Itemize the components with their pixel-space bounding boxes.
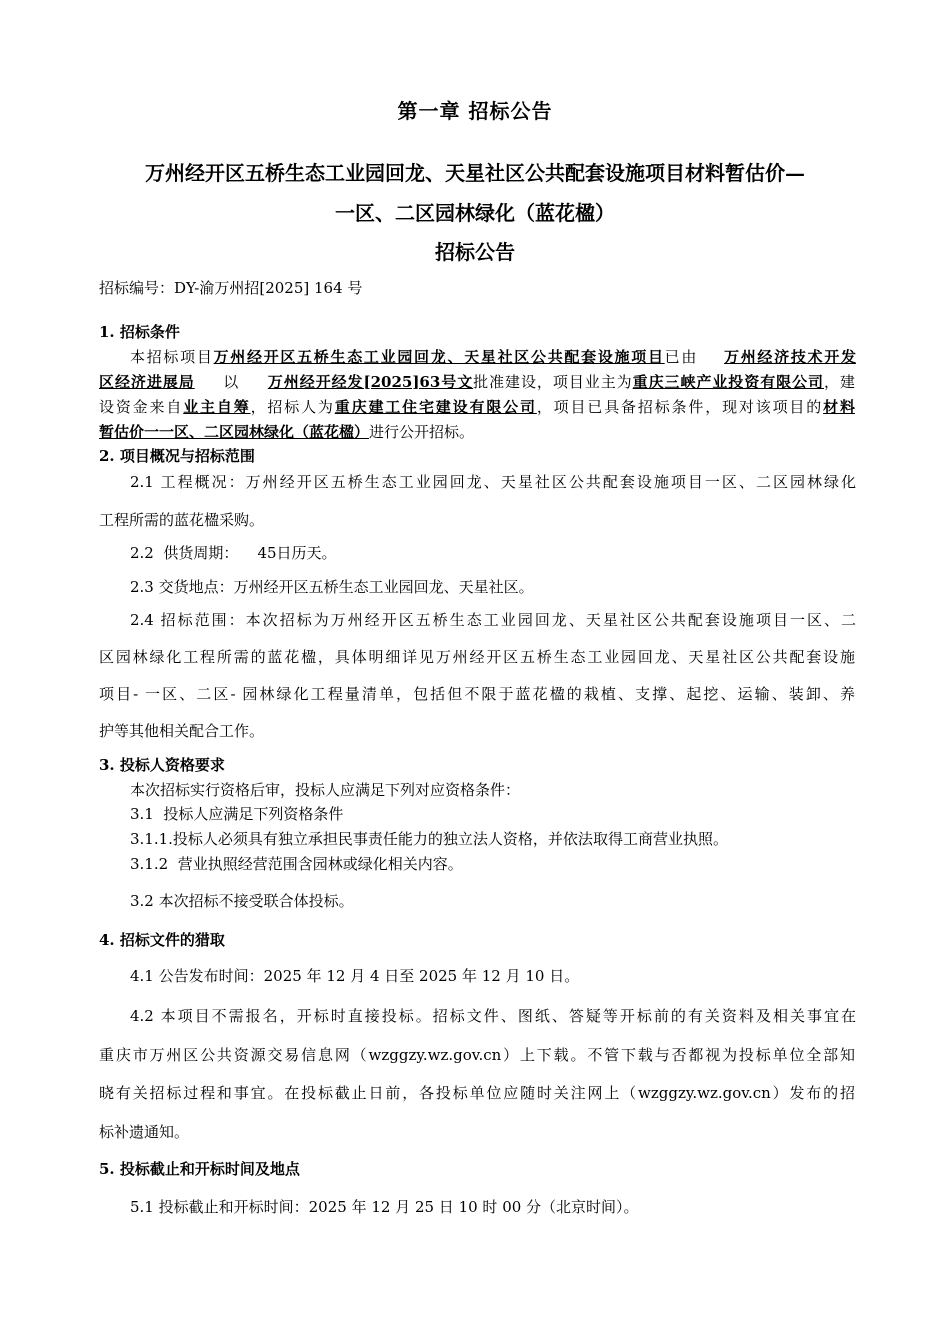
project-title-line3: 招标公告	[435, 240, 515, 264]
section-3-1: 3.1 投标人应满足下列资格条件	[130, 805, 344, 823]
section-1-line-3	[99, 397, 855, 417]
section-2-heading: 2. 项目概况与招标范围	[99, 447, 255, 465]
approval-document: 万州经开经发[2025]63号文	[267, 373, 474, 391]
section-4-heading: 4. 招标文件的猎取	[99, 931, 225, 949]
section-2-1-line-2: 工程所需的蓝花楹采购。	[99, 511, 265, 529]
text: 本招标项目	[130, 348, 214, 366]
tender-number: 招标编号：DY-渝万州招[2025] 164 号	[99, 279, 363, 297]
section-2-1-line-1: 2.1 工程概况：万州经开区五桥生态工业园回龙、天星社区公共配套设施项目一区、二区园林绿化	[130, 473, 856, 491]
section-1-line-1	[130, 347, 856, 367]
project-title-line1: 万州经开区五桥生态工业园回龙、天星社区公共配套设施项目材料暂估价—	[145, 161, 805, 185]
section-4-2-line-4: 标补遗通知。	[99, 1123, 190, 1141]
section-1-heading: 1. 招标条件	[99, 323, 180, 341]
text: ，招标人为	[250, 398, 335, 416]
section-2-2: 2.2 供货周期： 45日历天。	[130, 544, 337, 562]
funding-source: 业主自筹	[183, 398, 251, 416]
section-1-line-4	[99, 422, 474, 442]
section-3-1-1: 3.1.1.投标人必须具有独立承担民事责任能力的独立法人资格，并依法取得工商营业执照。	[130, 830, 728, 848]
text: ，建	[824, 373, 855, 391]
text: ，项目已具备招标条件，现对该项目的	[536, 398, 824, 416]
section-2-4-line-2: 区园林绿化工程所需的蓝花楹，具体明细详见万州经开区五桥生态工业园回龙、天星社区公共配套设施	[99, 648, 855, 666]
tender-subject-cont: 暂估价一一区、二区园林绿化（蓝花楹）	[99, 423, 370, 441]
section-1-line-2	[99, 372, 855, 392]
text: 以	[223, 373, 240, 391]
approval-authority: 万州经济技术开发	[724, 348, 856, 366]
project-owner: 重庆三峡产业投资有限公司	[632, 373, 824, 391]
approval-authority-cont: 区经济进展局	[99, 373, 195, 391]
section-2-4-line-1: 2.4 招标范围：本次招标为万州经开区五桥生态工业园回龙、天星社区公共配套设施项目一区、二	[130, 611, 856, 629]
section-4-2-line-3: 晓有关招标过程和事宜。在投标截止日前，各投标单位应随时关注网上（wzggzy.wz.gov.cn）发布的招	[99, 1084, 855, 1102]
section-2-4-line-4: 护等其他相关配合工作。	[99, 722, 265, 740]
section-5-1: 5.1 投标截止和开标时间：2025 年 12 月 25 日 10 时 00 分（北京时间）。	[130, 1198, 639, 1216]
section-3-heading: 3. 投标人资格要求	[99, 756, 225, 774]
section-4-2-line-1: 4.2 本项目不需报名，开标时直接投标。招标文件、图纸、答疑等开标前的有关资料及相关事宜在	[130, 1007, 856, 1025]
section-4-2-line-2: 重庆市万州区公共资源交易信息网（wzggzy.wz.gov.cn）上下载。不管下载与否都视为投标单位全部知	[99, 1046, 855, 1064]
section-2-4-line-3: 项目- 一区、二区- 园林绿化工程量清单，包括但不限于蓝花楹的栽植、支撑、起挖、运输、装卸、养	[99, 685, 855, 703]
section-2-3: 2.3 交货地点：万州经开区五桥生态工业园回龙、天星社区。	[130, 578, 534, 596]
text: 进行公开招标。	[369, 423, 475, 441]
project-title-line2: 一区、二区园林绿化（蓝花楹）	[335, 201, 615, 225]
text: 设资金来自	[99, 398, 184, 416]
project-name: 万州经开区五桥生态工业园回龙、天星社区公共配套设施项目	[213, 348, 665, 366]
section-3-1-2: 3.1.2 营业执照经营范围含园林或绿化相关内容。	[130, 855, 463, 873]
chapter-title: 第一章 招标公告	[397, 99, 553, 123]
tender-subject: 材料	[823, 398, 855, 416]
section-3-2: 3.2 本次招标不接受联合体投标。	[130, 892, 354, 910]
section-5-heading: 5. 投标截止和开标时间及地点	[99, 1160, 300, 1178]
text: 已由	[664, 348, 699, 366]
text: 批准建设，项目业主为	[473, 373, 633, 391]
section-4-1: 4.1 公告发布时间：2025 年 12 月 4 日至 2025 年 12 月 10 日。	[130, 967, 580, 985]
tenderer: 重庆建工住宅建设有限公司	[334, 398, 537, 416]
section-3-intro: 本次招标实行资格后审，投标人应满足下列对应资格条件：	[130, 781, 521, 799]
